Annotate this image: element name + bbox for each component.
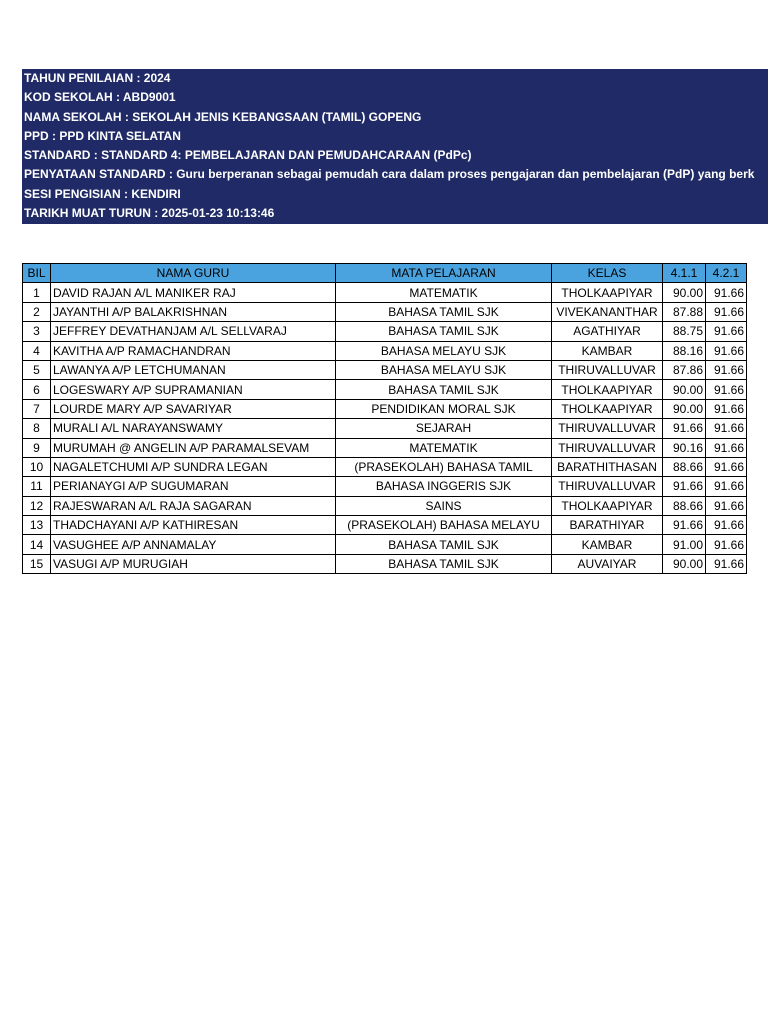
- table-row: [23, 419, 747, 438]
- cell-kelas: THOLKAAPIYAR: [552, 496, 663, 515]
- cell-nama-guru: KAVITHA A/P RAMACHANDRAN: [51, 341, 336, 360]
- cell-nama-guru: VASUGHEE A/P ANNAMALAY: [51, 535, 336, 554]
- cell-kelas: THIRUVALLUVAR: [552, 360, 663, 379]
- cell-kelas: BARATHITHASAN: [552, 457, 663, 476]
- cell-mata-pelajaran: MATEMATIK: [336, 283, 552, 302]
- header-line-year: TAHUN PENILAIAN : 2024: [24, 71, 171, 85]
- column-header-nama-guru: NAMA GURU: [51, 264, 336, 283]
- cell-4-2-1: 91.66: [706, 516, 747, 535]
- cell-bil: 8: [23, 419, 51, 438]
- cell-nama-guru: LOGESWARY A/P SUPRAMANIAN: [51, 380, 336, 399]
- cell-4-1-1: 88.66: [663, 496, 706, 515]
- cell-mata-pelajaran: SEJARAH: [336, 419, 552, 438]
- table-row: [23, 302, 747, 321]
- cell-nama-guru: LAWANYA A/P LETCHUMANAN: [51, 360, 336, 379]
- cell-nama-guru: MURALI A/L NARAYANSWAMY: [51, 419, 336, 438]
- cell-4-2-1: 91.66: [706, 283, 747, 302]
- cell-nama-guru: THADCHAYANI A/P KATHIRESAN: [51, 516, 336, 535]
- cell-4-2-1: 91.66: [706, 457, 747, 476]
- cell-bil: 14: [23, 535, 51, 554]
- cell-mata-pelajaran: BAHASA TAMIL SJK: [336, 554, 552, 573]
- header-line-statement: PENYATAAN STANDARD : Guru berperanan sebagai pemudah cara dalam proses pengajaran dan pembelajaran (PdP) yang berk: [24, 167, 755, 182]
- cell-nama-guru: VASUGI A/P MURUGIAH: [51, 554, 336, 573]
- cell-bil: 9: [23, 438, 51, 457]
- cell-4-1-1: 88.16: [663, 341, 706, 360]
- cell-mata-pelajaran: BAHASA TAMIL SJK: [336, 380, 552, 399]
- cell-nama-guru: RAJESWARAN A/L RAJA SAGARAN: [51, 496, 336, 515]
- cell-kelas: AGATHIYAR: [552, 322, 663, 341]
- cell-4-2-1: 91.66: [706, 438, 747, 457]
- cell-nama-guru: PERIANAYGI A/P SUGUMARAN: [51, 477, 336, 496]
- cell-kelas: THOLKAAPIYAR: [552, 380, 663, 399]
- report-header: [22, 69, 768, 224]
- cell-mata-pelajaran: SAINS: [336, 496, 552, 515]
- cell-mata-pelajaran: BAHASA TAMIL SJK: [336, 302, 552, 321]
- table-row: [23, 360, 747, 379]
- header-line-session: SESI PENGISIAN : KENDIRI: [24, 186, 181, 201]
- cell-bil: 5: [23, 360, 51, 379]
- cell-4-1-1: 87.86: [663, 360, 706, 379]
- table-row: [23, 322, 747, 341]
- teacher-score-table: [22, 263, 747, 574]
- cell-nama-guru: JAYANTHI A/P BALAKRISHNAN: [51, 302, 336, 321]
- header-line-school-code: KOD SEKOLAH : ABD9001: [24, 90, 176, 105]
- cell-4-2-1: 91.66: [706, 477, 747, 496]
- cell-4-1-1: 88.66: [663, 457, 706, 476]
- cell-nama-guru: NAGALETCHUMI A/P SUNDRA LEGAN: [51, 457, 336, 476]
- cell-mata-pelajaran: BAHASA INGGERIS SJK: [336, 477, 552, 496]
- cell-4-1-1: 90.00: [663, 399, 706, 418]
- cell-4-1-1: 90.00: [663, 380, 706, 399]
- table-header-row: [23, 264, 747, 283]
- table-body: [23, 283, 747, 574]
- cell-4-2-1: 91.66: [706, 496, 747, 515]
- cell-4-1-1: 91.66: [663, 516, 706, 535]
- table-row: [23, 477, 747, 496]
- cell-bil: 10: [23, 457, 51, 476]
- cell-bil: 7: [23, 399, 51, 418]
- cell-4-2-1: 91.66: [706, 302, 747, 321]
- column-header-kelas: KELAS: [552, 264, 663, 283]
- cell-4-1-1: 88.75: [663, 322, 706, 341]
- cell-kelas: VIVEKANANTHAR: [552, 302, 663, 321]
- cell-4-2-1: 91.66: [706, 360, 747, 379]
- cell-bil: 15: [23, 554, 51, 573]
- header-line-ppd: PPD : PPD KINTA SELATAN: [24, 128, 181, 143]
- column-header-mata-pelajaran: MATA PELAJARAN: [336, 264, 552, 283]
- table-row: [23, 341, 747, 360]
- header-line-download-date: TARIKH MUAT TURUN : 2025-01-23 10:13:46: [24, 206, 275, 221]
- table-row: [23, 457, 747, 476]
- cell-bil: 2: [23, 302, 51, 321]
- table-row: [23, 438, 747, 457]
- cell-bil: 1: [23, 283, 51, 302]
- cell-4-2-1: 91.66: [706, 554, 747, 573]
- column-header-4-2-1: 4.2.1: [706, 264, 747, 283]
- cell-mata-pelajaran: BAHASA TAMIL SJK: [336, 322, 552, 341]
- cell-4-2-1: 91.66: [706, 399, 747, 418]
- cell-mata-pelajaran: BAHASA MELAYU SJK: [336, 360, 552, 379]
- cell-mata-pelajaran: BAHASA MELAYU SJK: [336, 341, 552, 360]
- cell-4-2-1: 91.66: [706, 341, 747, 360]
- cell-mata-pelajaran: BAHASA TAMIL SJK: [336, 535, 552, 554]
- cell-4-1-1: 91.66: [663, 419, 706, 438]
- cell-kelas: THOLKAAPIYAR: [552, 283, 663, 302]
- cell-bil: 6: [23, 380, 51, 399]
- cell-4-1-1: 87.88: [663, 302, 706, 321]
- column-header-4-1-1: 4.1.1: [663, 264, 706, 283]
- cell-4-2-1: 91.66: [706, 380, 747, 399]
- table-row: [23, 380, 747, 399]
- cell-mata-pelajaran: PENDIDIKAN MORAL SJK: [336, 399, 552, 418]
- cell-4-2-1: 91.66: [706, 535, 747, 554]
- cell-kelas: THIRUVALLUVAR: [552, 477, 663, 496]
- cell-kelas: BARATHIYAR: [552, 516, 663, 535]
- table-row: [23, 496, 747, 515]
- table-row: [23, 535, 747, 554]
- cell-nama-guru: LOURDE MARY A/P SAVARIYAR: [51, 399, 336, 418]
- table-row: [23, 516, 747, 535]
- header-line-standard: STANDARD : STANDARD 4: PEMBELAJARAN DAN PEMUDAHCARAAN (PdPc): [24, 148, 472, 163]
- table-row: [23, 399, 747, 418]
- cell-kelas: THIRUVALLUVAR: [552, 419, 663, 438]
- cell-bil: 11: [23, 477, 51, 496]
- cell-4-1-1: 90.00: [663, 554, 706, 573]
- cell-nama-guru: JEFFREY DEVATHANJAM A/L SELLVARAJ: [51, 322, 336, 341]
- cell-kelas: KAMBAR: [552, 341, 663, 360]
- cell-4-2-1: 91.66: [706, 419, 747, 438]
- table-row: [23, 283, 747, 302]
- cell-nama-guru: DAVID RAJAN A/L MANIKER RAJ: [51, 283, 336, 302]
- cell-4-2-1: 91.66: [706, 322, 747, 341]
- cell-kelas: KAMBAR: [552, 535, 663, 554]
- cell-nama-guru: MURUMAH @ ANGELIN A/P PARAMALSEVAM: [51, 438, 336, 457]
- cell-4-1-1: 90.00: [663, 283, 706, 302]
- cell-bil: 12: [23, 496, 51, 515]
- column-header-bil: BIL: [23, 264, 51, 283]
- cell-4-1-1: 90.16: [663, 438, 706, 457]
- cell-kelas: AUVAIYAR: [552, 554, 663, 573]
- cell-4-1-1: 91.66: [663, 477, 706, 496]
- table-row: [23, 554, 747, 573]
- cell-bil: 3: [23, 322, 51, 341]
- header-line-school-name: NAMA SEKOLAH : SEKOLAH JENIS KEBANGSAAN (TAMIL) GOPENG: [24, 109, 422, 124]
- cell-bil: 4: [23, 341, 51, 360]
- cell-4-1-1: 91.00: [663, 535, 706, 554]
- cell-kelas: THIRUVALLUVAR: [552, 438, 663, 457]
- cell-kelas: THOLKAAPIYAR: [552, 399, 663, 418]
- cell-bil: 13: [23, 516, 51, 535]
- cell-mata-pelajaran: MATEMATIK: [336, 438, 552, 457]
- cell-mata-pelajaran: (PRASEKOLAH) BAHASA TAMIL: [336, 457, 552, 476]
- cell-mata-pelajaran: (PRASEKOLAH) BAHASA MELAYU: [336, 516, 552, 535]
